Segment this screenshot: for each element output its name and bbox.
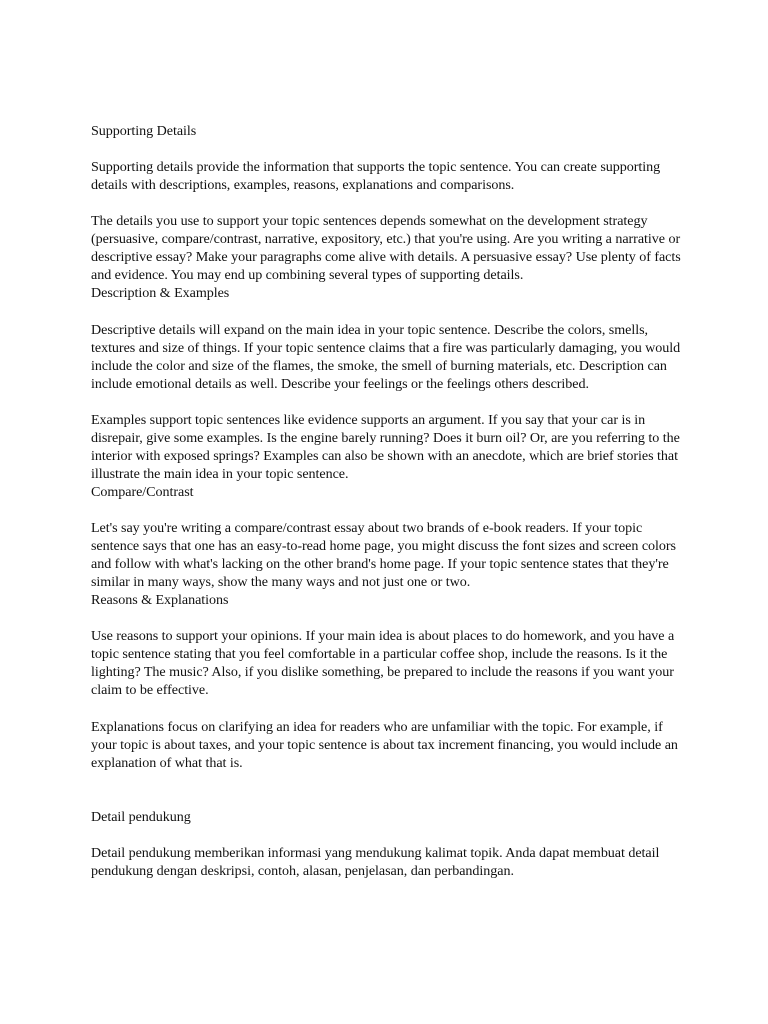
section-heading-description-examples: Description & Examples	[91, 285, 230, 302]
paragraph-spacer	[91, 140, 681, 158]
paragraph-spacer	[91, 393, 681, 411]
paragraph-spacer	[91, 609, 681, 627]
paragraph-spacer	[91, 700, 681, 718]
paragraph-examples: Examples support topic sentences like evidence supports an argument. If you say that your car is in disrepair, give some examples. Is the engine barely running? Does it burn oil? Or, are you referring to the interior with exposed springs? Examples can also be shown with an anecdote, which are brief stories that illustrate the main idea in your topic sentence.	[91, 411, 680, 482]
paragraph-development-strategy: The details you use to support your topic sentences depends somewhat on the development strategy (persuasive, compare/contrast, narrative, expository, etc.) that you're using. Are you writing a narrative or descriptive essay? Make your paragraphs come alive with details. A persuasive essay? Use plenty of facts and evidence. You may end up combining several types of supporting details.	[91, 213, 681, 284]
paragraph-spacer	[91, 826, 681, 844]
document-body	[91, 122, 681, 880]
paragraph-detail-pendukung: Detail pendukung memberikan informasi yang mendukung kalimat topik. Anda dapat membuat detail pendukung dengan deskripsi, contoh, alasan, penjelasan, dan perbandingan.	[91, 844, 660, 879]
section-heading-detail-pendukung: Detail pendukung	[91, 808, 191, 825]
paragraph-supporting-details-intro: Supporting details provide the information that supports the topic sentence. You can create supporting details with descriptions, examples, reasons, explanations and comparisons.	[91, 159, 661, 194]
paragraph-explanations: Explanations focus on clarifying an idea for readers who are unfamiliar with the topic. For example, if your topic is about taxes, and your topic sentence is about tax increment financing, you would include an explanation of what that is.	[91, 718, 678, 771]
paragraph-spacer	[91, 194, 681, 212]
section-heading-supporting-details: Supporting Details	[91, 123, 197, 139]
section-heading-compare-contrast: Compare/Contrast	[91, 483, 194, 500]
paragraph-spacer	[91, 772, 681, 808]
paragraph-spacer	[91, 501, 681, 519]
section-heading-reasons-explanations: Reasons & Explanations	[91, 592, 229, 609]
paragraph-descriptive-details: Descriptive details will expand on the main idea in your topic sentence. Describe the colors, smells, textures and size of things. If your topic sentence claims that a fire was particularly damaging, you would include the color and size of the flames, the smoke, the smell of burning materials, etc. Description can include emotional details as well. Describe your feelings or the feelings others described.	[91, 321, 681, 392]
paragraph-compare-contrast: Let's say you're writing a compare/contrast essay about two brands of e-book readers. If your topic sentence says that one has an easy-to-read home page, you might discuss the font sizes and screen colors and follow with what's lacking on the other brand's home page. If your topic sentence states that they're similar in many ways, show the many ways and not just one or two.	[91, 520, 676, 591]
paragraph-spacer	[91, 302, 681, 320]
paragraph-reasons: Use reasons to support your opinions. If your main idea is about places to do homework, and you have a topic sentence stating that you feel comfortable in a particular coffee shop, include the reasons. Is it the lighting? The music? Also, if you dislike something, be prepared to include the reasons if you want your claim to be effective.	[91, 628, 675, 699]
